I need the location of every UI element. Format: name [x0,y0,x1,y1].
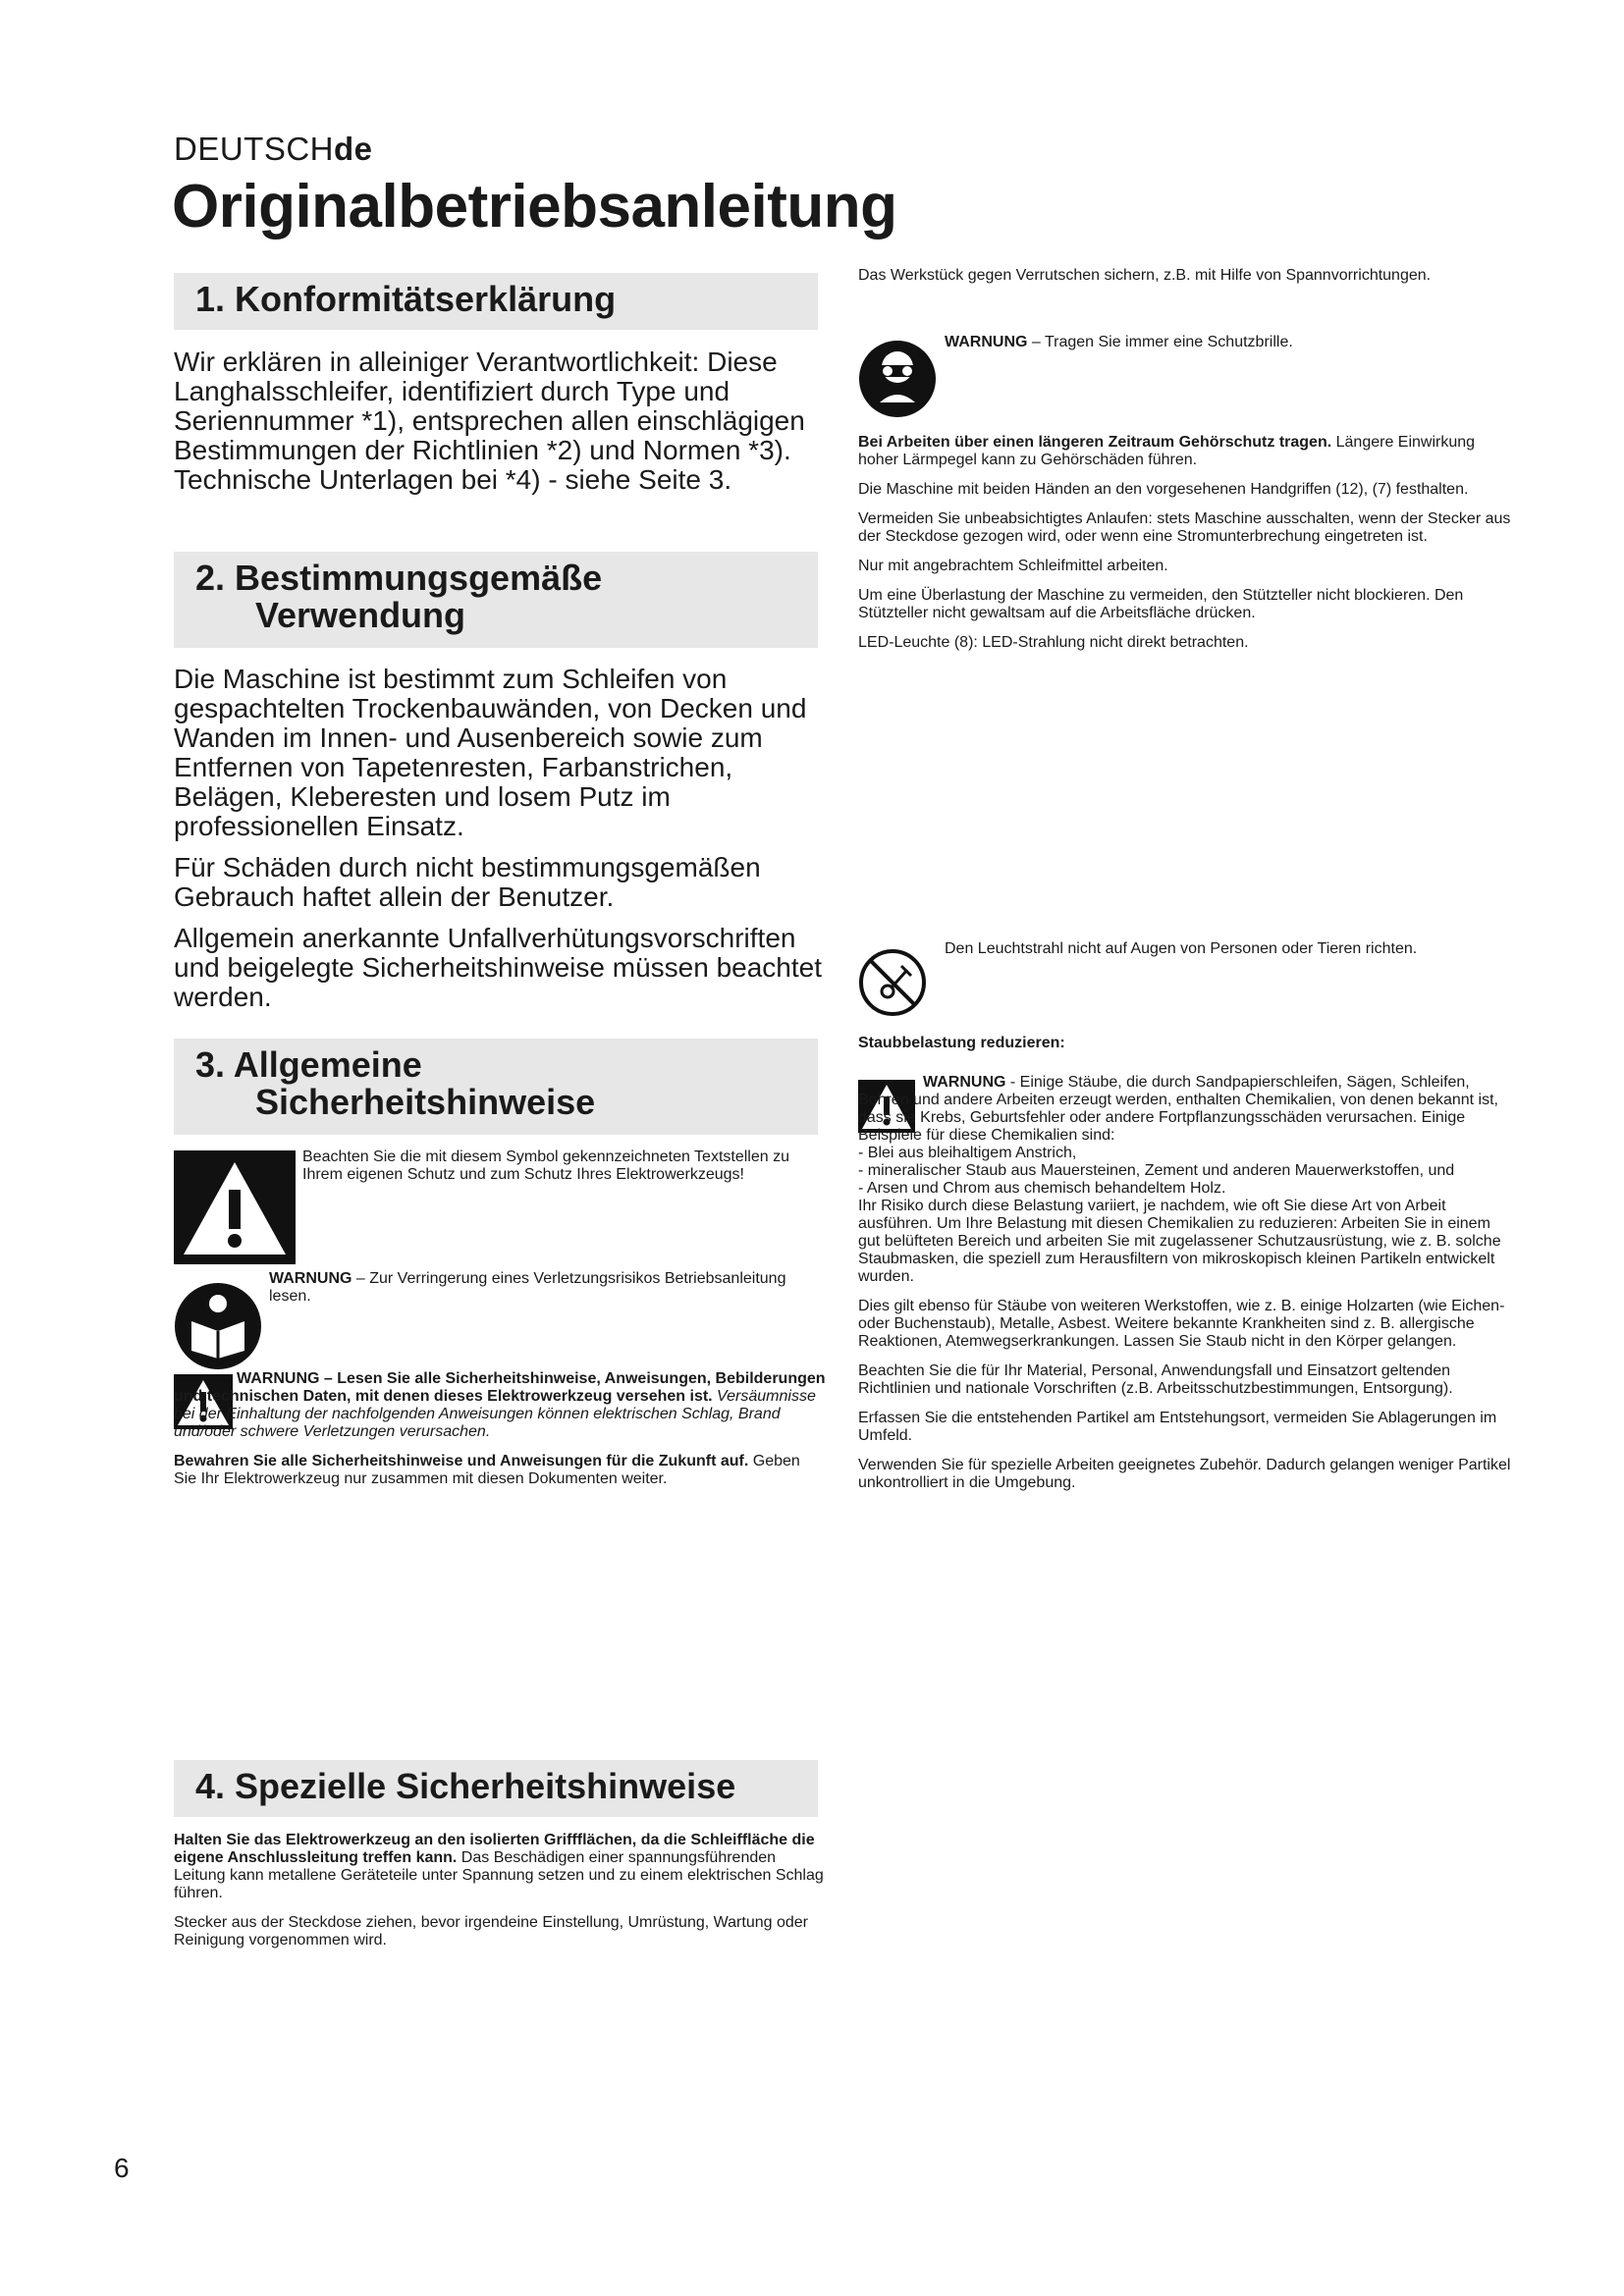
dust-heading-block [858,1035,1514,1052]
dust-risk-paragraph: Ihr Risiko durch diese Belastung variiert, je nachdem, wie oft Sie diese Art von Arbeit ausführen. Um Ihre Belastung mit diesen Chemikalien zu reduzieren: Arbeiten Sie in einem gut belüfteten Bereich und arbeiten Sie mit zugelassener Schutzausrüstung, wie z. B. solche Staubmasken, die speziell zum Herausfiltern von mikroskopisch kleinen Partikeln entwickelt wurden. [858,1198,1501,1285]
read-manual-warning [269,1270,829,1306]
section-1-title: 1. Konformitätserklärung [195,279,617,319]
beam-note [945,940,1494,958]
section-1-heading [174,273,818,330]
conformity-paragraph: Wir erklären in alleiniger Verantwortlichkeit: Diese Langhalsschleifer, identifiziert durch Type und Seriennummer *1), entsprechen allen einschlägigen Bestimmungen der Richtlinien *2) und Normen *3). Technische Unterlagen bei *4) - siehe Seite 3. [174,347,805,495]
warning-triangle-icon [174,1150,296,1264]
list-item: - Blei aus bleihaltigem Anstrich, [858,1145,1077,1161]
goggles-warning-text: – Tragen Sie immer eine Schutzbrille. [1027,334,1293,350]
goggles-warning-label: WARNUNG [945,334,1028,350]
accident-prevention-paragraph: Allgemein anerkannte Unfallverhütungsvorschriften und beigelegte Sicherheitshinweise müssen beachtet werden. [174,923,822,1012]
section-3-heading [174,1039,818,1135]
section-4-title: 4. Spezielle Sicherheitshinweise [195,1766,736,1806]
abrasive-paragraph: Nur mit angebrachtem Schleifmittel arbeiten. [858,558,1168,574]
section-2-text [174,665,826,1012]
language-label [174,131,373,168]
keep-instructions-bold: Bewahren Sie alle Sicherheitshinweise und Anweisungen für die Zukunft auf. [174,1453,749,1469]
dust-heading: Staubbelastung reduzieren: [858,1035,1065,1051]
section-4-heading [174,1760,818,1817]
section-2-title-line2: Verwendung [255,595,466,635]
dust-warning [858,1074,1514,1492]
both-hands-paragraph: Die Maschine mit beiden Händen an den vorgesehenen Handgriffen (12), (7) festhalten. [858,481,1469,498]
regulations-paragraph: Beachten Sie die für Ihr Material, Personal, Anwendungsfall und Einsatzort geltenden Richtlinien und nationale Vorschriften (z.B. Arbeitsschutzbestimmungen, Entsorgung). [858,1362,1453,1397]
hearing-protection-text: Längere Einwirkung hoher Lärmpegel kann zu Gehörschäden führen. [858,434,1476,468]
list-item: - mineralischer Staub aus Mauersteinen, Zement und anderen Mauerwerkstoffen, und [858,1162,1455,1179]
section-3-title-line1: 3. Allgemeine [195,1044,422,1085]
symbol-note [302,1148,823,1184]
read-all-warning [174,1370,826,1488]
section-2-title-line1: 2. Bestimmungsgemäße [195,558,603,598]
workpiece-paragraph: Das Werkstück gegen Verrutschen sichern, z.B. mit Hilfe von Spannvorrichtungen. [858,267,1432,284]
other-dust-paragraph: Dies gilt ebenso für Stäube von weiteren Werkstoffen, wie z. B. einige Holzarten (wie Eichen- oder Buchenstaub), Metalle, Asbest. Weitere bekannte Krankheiten sind z. B. allergische Reaktionen, Atemwegserkrankungen. Lassen Sie Staub nicht in den Körper gelangen. [858,1298,1505,1350]
read-manual-text: – Zur Verringerung eines Verletzungsrisikos Betriebsanleitung lesen. [269,1270,786,1305]
section-1-text [174,347,826,495]
right-column-mid [858,434,1514,652]
keep-instructions-text: Geben Sie Ihr Elektrowerkzeug nur zusammen mit diesen Dokumenten weiter. [174,1453,800,1487]
dust-warning-text: - Einige Stäube, die durch Sandpapierschleifen, Sägen, Schleifen, Bohren und andere Arbeiten erzeugt werden, enthalten Chemikalien, von denen bekannt ist, dass sie Krebs, Geburtsfehler oder andere Fortpflanzungsschäden verursachen. Einige Beispiele für diese Chemikalien sind: [858,1074,1498,1144]
capture-particles-paragraph: Erfassen Sie die entstehenden Partikel am Entstehungsort, vermeiden Sie Ablagerungen im Umfeld. [858,1410,1497,1444]
section-4-text [174,1832,826,1949]
insulated-grip-bold: Halten Sie das Elektrowerkzeug an den isolierten Griffflächen, da die Schleiffläche die eigene Anschlussleitung treffen kann. [174,1832,815,1866]
right-column-top [858,267,1514,285]
no-light-to-eyes-icon [858,948,927,1017]
read-manual-icon [174,1282,262,1370]
warning-label: WARNUNG [269,1270,352,1287]
section-2-heading [174,552,818,648]
read-all-warning-bold: WARNUNG – Lesen Sie alle Sicherheitshinweise, Anweisungen, Bebilderungen und technischen Daten, mit denen dieses Elektrowerkzeug versehen ist. [174,1370,826,1405]
symbol-note-text: Beachten Sie die mit diesem Symbol gekennzeichneten Textstellen zu Ihrem eigenen Schutz und zum Schutz Ihres Elektrowerkzeugs! [302,1148,789,1183]
insulated-grip-text: Das Beschädigen einer spannungsführenden Leitung kann metallene Geräteteile unter Spannung setzen und zu einem elektrischen Schlag führen. [174,1849,824,1901]
dust-warning-label: WARNUNG [923,1074,1006,1091]
safety-goggles-icon [858,340,937,418]
language-name: DEUTSCH [174,131,335,167]
page-title: Originalbetriebsanleitung [172,173,897,240]
beam-paragraph: Den Leuchtstrahl nicht auf Augen von Personen oder Tieren richten. [945,940,1418,957]
list-item: - Arsen und Chrom aus chemisch behandeltem Holz. [858,1180,1226,1197]
goggles-warning [945,334,1494,351]
section-3-title-line2: Sicherheitshinweise [255,1082,596,1122]
accessory-paragraph: Verwenden Sie für spezielle Arbeiten geeignetes Zubehör. Dadurch gelangen weniger Partikel unkontrolliert in die Umgebung. [858,1457,1511,1491]
led-paragraph: LED-Leuchte (8): LED-Strahlung nicht direkt betrachten. [858,634,1249,651]
hearing-protection-bold: Bei Arbeiten über einen längeren Zeitraum Gehörschutz tragen. [858,434,1332,451]
unintended-start-paragraph: Vermeiden Sie unbeabsichtigtes Anlaufen: stets Maschine ausschalten, wenn der Stecker aus der Steckdose gezogen wird, oder wenn eine Stromunterbrechung eingetreten ist. [858,510,1511,545]
page-number: 6 [114,2153,130,2183]
liability-paragraph: Für Schäden durch nicht bestimmungsgemäßen Gebrauch haftet allein der Benutzer. [174,852,761,912]
overload-paragraph: Um eine Überlastung der Maschine zu vermeiden, den Stützteller nicht blockieren. Den Stützteller nicht gewaltsam auf die Arbeitsfläche drücken. [858,587,1464,621]
intended-use-paragraph: Die Maschine ist bestimmt zum Schleifen von gespachtelten Trockenbauwänden, von Decken und Wanden im Innen- und Ausenbereich sowie zum Entfernen von Tapetenresten, Farbanstrichen, Belägen, Kleberesten und losem Putz im professionellen Einsatz. [174,664,807,841]
unplug-paragraph: Stecker aus der Steckdose ziehen, bevor irgendeine Einstellung, Umrüstung, Wartung oder Reinigung vorgenommen wird. [174,1914,808,1949]
read-all-warning-italic: Versäumnisse bei der Einhaltung der nachfolgenden Anweisungen können elektrischen Schlag, Brand und/oder schwere Verletzungen verursachen. [174,1388,816,1440]
chemicals-list [858,1145,1514,1198]
language-code: de [334,131,373,167]
